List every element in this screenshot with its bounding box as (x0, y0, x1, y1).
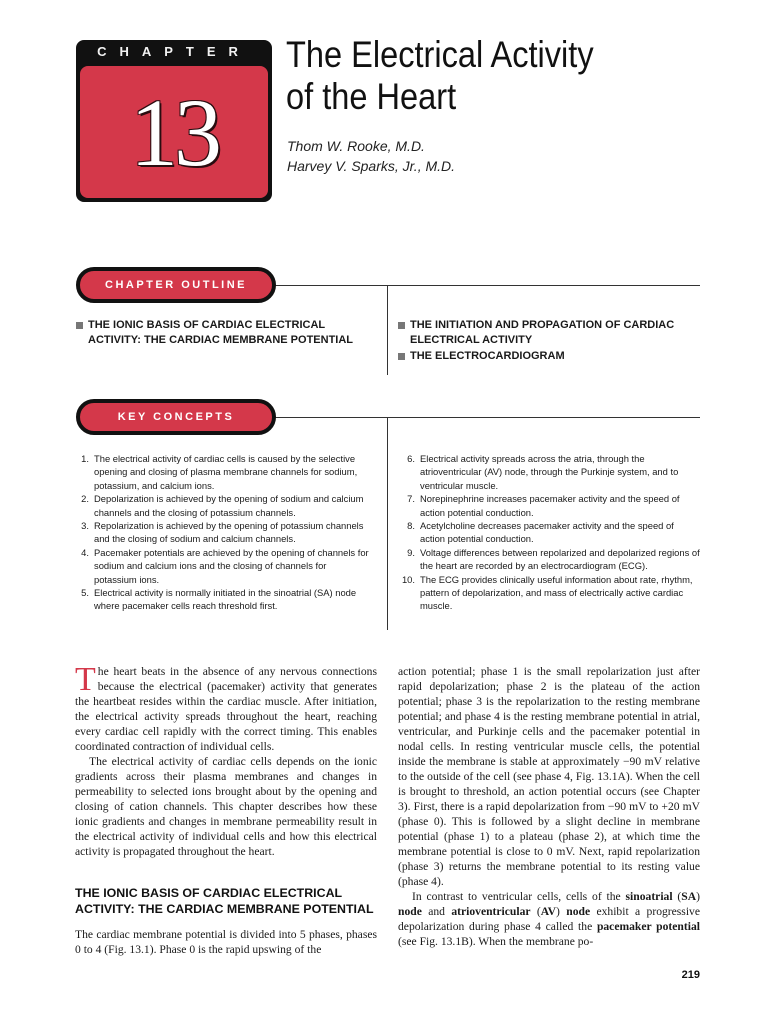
author-1: Thom W. Rooke, M.D. (287, 138, 425, 154)
key-concepts-right-list (398, 452, 700, 613)
outline-divider (387, 285, 388, 375)
key-concept-item: 8. Acetylcholine decreases pacemaker activity and the speed of action potential conduction. (407, 520, 674, 545)
concepts-rule (268, 417, 700, 418)
body-paragraph: action potential; phase 1 is the small repolarization just after rapid depolarization; phase 2 is the plateau of the action potential; phase 3 is the repolarization to the resting membrane potential; and phase 4 is the resting membrane potential in atrial, ventricular, and Purkinje cells and the pacemaker potential in nodal cells. In resting ventricular muscle cells, the potential inside the membrane is stable at approximately −90 mV relative to the outside of the cell (see phase 4, Fig. 13.1A). When the cell is brought to threshold, an action potential occurs (see Chapter 3). First, there is a rapid depolarization from −90 mV to +20 mV (phase 0). This is followed by a slight decline in membrane potential (phase 1) to a plateau (phase 2), at which time the membrane potential is close to 0 mV. Next, rapid repolarization (phase 3) returns the membrane potential to its resting value (phase 4). (398, 665, 700, 888)
chapter-number: 13 (130, 79, 218, 186)
body-paragraph: The cardiac membrane potential is divided into 5 phases, phases 0 to 4 (Fig. 13.1). Phase 0 is the rapid upswing of the (75, 928, 377, 956)
key-concept-item: 7. Norepinephrine increases pacemaker activity and the speed of action potential conduction. (407, 493, 680, 518)
drop-cap: T (75, 661, 96, 698)
concepts-divider (387, 417, 388, 630)
chapter-label: CHAPTER (97, 44, 251, 59)
bullet-square-icon (398, 322, 405, 329)
key-concept-item: 2. Depolarization is achieved by the opening of sodium and calcium channels and the closing of potassium channels. (81, 493, 364, 518)
author-2: Harvey V. Sparks, Jr., M.D. (287, 158, 456, 174)
key-concept-item: 10. The ECG provides clinically useful information about rate, rhythm, pattern of depolarization, and mass of electrically active cardiac muscle. (401, 573, 693, 612)
key-concept-item: 3. Repolarization is achieved by the opening of potassium channels and the closing of sodium and calcium channels. (81, 520, 364, 545)
chapter-outline-heading: CHAPTER OUTLINE (76, 267, 276, 303)
outline-rule (268, 285, 700, 286)
outline-item: THE ELECTROCARDIOGRAM (398, 349, 698, 364)
key-concept-item: 5. Electrical activity is normally initiated in the sinoatrial (SA) node where pacemaker cells reach threshold first. (81, 587, 357, 612)
page-number: 219 (681, 969, 700, 981)
body-column-right (398, 664, 700, 949)
bullet-square-icon (76, 322, 83, 329)
key-concept-item: 6. Electrical activity spreads across the atria, through the atrioventricular (AV) node, through the Purkinje system, and to ventricular muscle. (407, 453, 679, 491)
key-concepts-left-list (72, 452, 370, 613)
bullet-square-icon (398, 353, 405, 360)
chapter-title-line-2: of the Heart (286, 76, 457, 117)
body-paragraph: In contrast to ventricular cells, cells of the sinoatrial (SA) node and atrioventricular (AV) node exhibit a progressive depolarization during phase 4 called the pacemaker potential (see Fig. 13.1B). When the membrane po- (398, 890, 700, 948)
key-concept-item: 1. The electrical activity of cardiac cells is caused by the selective opening and closing of plasma membrane channels for sodium, potassium, and calcium ions. (81, 453, 358, 491)
key-concepts-heading: KEY CONCEPTS (76, 399, 276, 435)
body-paragraph: The heart beats in the absence of any nervous connections because the electrical (pacemaker) activity that generates the heartbeat resides within the cardiac muscle. After initiation, the electrical activity spreads throughout the heart, reaching every cardiac cell rapidly with the correct timing. This enables coordinated contraction of individual cells. (75, 661, 377, 753)
chapter-title (286, 34, 691, 118)
body-column-left (75, 661, 377, 957)
outline-item: THE IONIC BASIS OF CARDIAC ELECTRICAL ACTIVITY: THE CARDIAC MEMBRANE POTENTIAL (76, 318, 376, 348)
outline-item: THE INITIATION AND PROPAGATION OF CARDIAC ELECTRICAL ACTIVITY (398, 318, 698, 348)
section-heading: THE IONIC BASIS OF CARDIAC ELECTRICAL ACTIVITY: THE CARDIAC MEMBRANE POTENTIAL (75, 886, 374, 916)
chapter-title-line-1: The Electrical Activity (286, 34, 594, 75)
key-concept-item: 9. Voltage differences between repolarized and depolarized regions of the heart are recorded by an electrocardiogram (ECG). (407, 546, 700, 572)
body-paragraph: The electrical activity of cardiac cells depends on the ionic gradients across their plasma membranes and changes in permeability to selected ions brought about by the opening and closing of cation channels. This chapter describes how these ionic gradients and changes in membrane permeability result in the electrical activity of individual cells and how this electrical activity is propagated throughout the heart. (75, 755, 377, 858)
key-concept-item: 4. Pacemaker potentials are achieved by the opening of channels for sodium and calcium ions and the closing of channels for potassium ions. (81, 546, 369, 585)
